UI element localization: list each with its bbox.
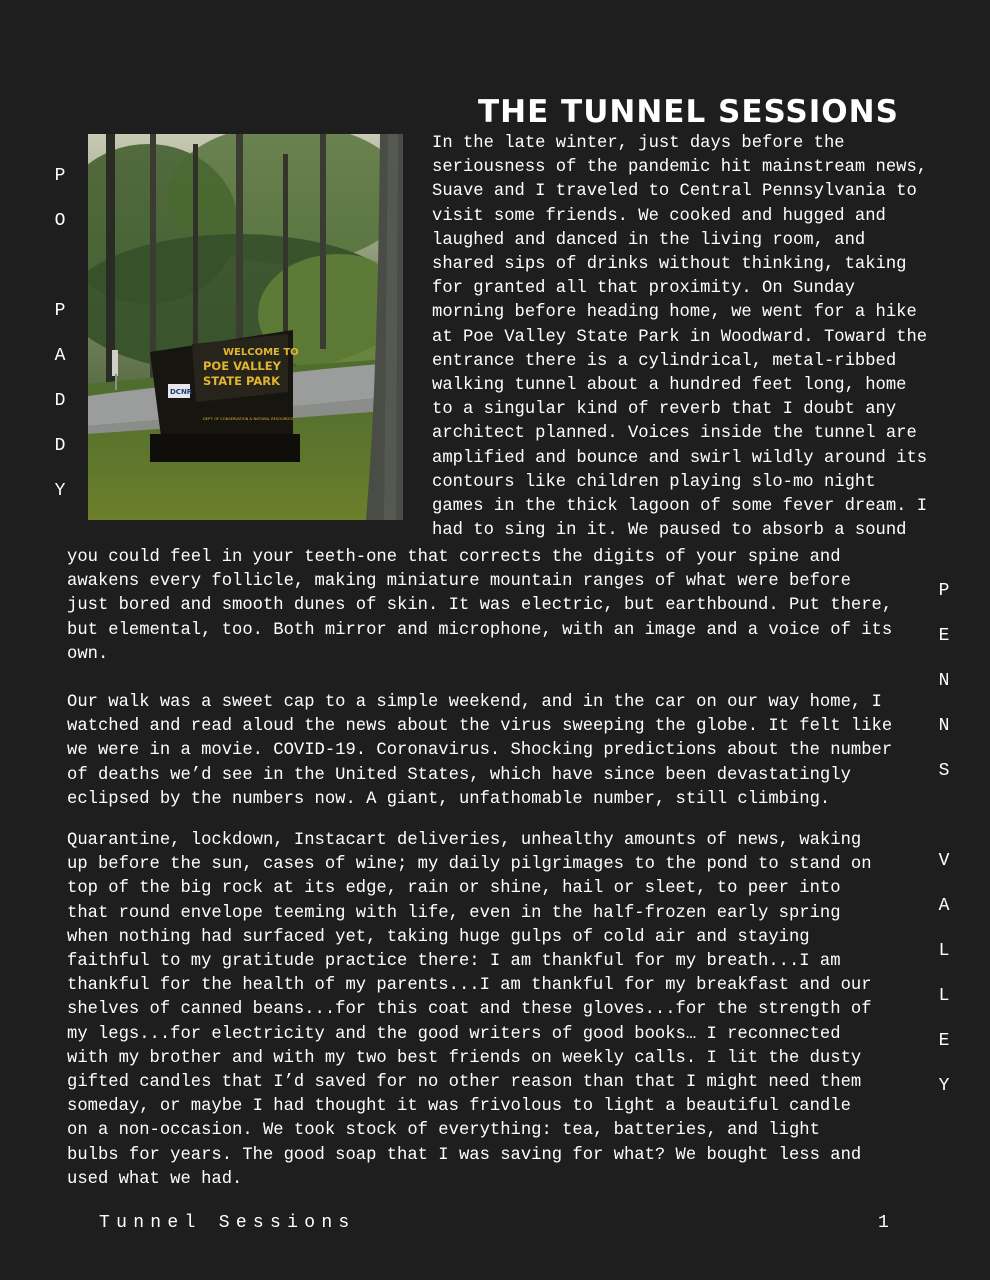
vertical-letter: Y <box>938 1076 950 1096</box>
vertical-letter: L <box>938 986 950 1006</box>
vertical-letter: E <box>938 1031 950 1051</box>
sign-badge: DCNR <box>170 388 193 396</box>
vertical-letter: N <box>938 671 950 691</box>
continuation-paragraph: you could feel in your teeth-one that corrects the digits of your spine and awakens every follicle, making miniature mountain ranges of what were before just bored and smooth dunes of skin. It was electric, but earthbound. Put there, but elemental, too. Both mirror and microphone, with an image and a voice of its own. <box>67 548 893 664</box>
page-title: THE TUNNEL SESSIONS <box>478 94 899 130</box>
page-number: 1 <box>878 1213 889 1233</box>
quarantine-paragraph: Quarantine, lockdown, Instacart deliveries, unhealthy amounts of news, waking up before the sun, cases of wine; my daily pilgrimages to the pond to stand on top of the big rock at its edge, rain or shine, hail or sleet, to peer into that round envelope teeming with life, even in the half-frozen early spring when nothing had surfaced yet, taking huge gulps of cold air and staying faithful to my gratitude practice there: I am thankful for my breath...I am thankful for the health of my parents...I am thankful for my breakfast and our shelves of canned beans...for this coat and these gloves...for the strength of my legs...for electricity and the good writers of good books… I reconnected with my brother and with my two best friends on weekly calls. I lit the dusty gifted candles that I’d saved for no other reason than that I might need them someday, or maybe I had thought it was frivolous to light a beautiful candle on a non-occasion. We took stock of everything: tea, batteries, and light bulbs for years. The good soap that I was saving for what? We bought less and used what we had. <box>67 831 872 1189</box>
vertical-letter: N <box>938 716 950 736</box>
sign-line-1: WELCOME TO <box>223 347 299 358</box>
sign-line-2: POE VALLEY <box>203 359 281 373</box>
vertical-letter: Y <box>54 481 66 501</box>
sign-footer-text: DEPT. OF CONSERVATION & NATURAL RESOURCES <box>203 417 293 421</box>
vertical-letter: V <box>938 851 950 871</box>
vertical-letter: L <box>938 941 950 961</box>
vertical-letter: P <box>938 581 950 601</box>
vertical-letter: E <box>938 626 950 646</box>
sign-line-3: STATE PARK <box>203 374 280 388</box>
vertical-letter: A <box>938 896 950 916</box>
park-sign-photo <box>88 134 403 520</box>
vertical-letter: O <box>54 211 66 231</box>
vertical-letter: D <box>54 436 66 456</box>
vertical-letter: S <box>938 761 950 781</box>
walk-paragraph: Our walk was a sweet cap to a simple weekend, and in the car on our way home, I watched and read aloud the news about the virus sweeping the globe. It felt like we were in a movie. COVID-19. Coronavirus. Shocking predictions about the number of deaths we’d see in the United States, which have since been devastatingly eclipsed by the numbers now. A giant, unfathomable number, still climbing. <box>67 693 893 809</box>
vertical-letter: P <box>54 166 66 186</box>
vertical-letter: D <box>54 391 66 411</box>
footer-title: Tunnel Sessions <box>99 1213 356 1233</box>
intro-paragraph: In the late winter, just days before the seriousness of the pandemic hit mainstream news, Suave and I traveled to Central Pennsylvania to visit some friends. We cooked and hugged and laughed and danced in the living room, and shared sips of drinks without thinking, taking for granted all that proximity. On Sunday morning before heading home, we went for a hike at Poe Valley State Park in Woodward. Toward the entrance there is a cylindrical, metal-ribbed walking tunnel about a hundred feet long, home to a singular kind of reverb that I doubt any architect planned. Voices inside the tunnel are amplified and bounce and swirl wildly around its contours like children playing slo-mo night games in the thick lagoon of some fever dream. I had to sing in it. We paused to absorb a sound <box>432 134 928 541</box>
vertical-letter: P <box>54 301 66 321</box>
vertical-letter: A <box>54 346 66 366</box>
